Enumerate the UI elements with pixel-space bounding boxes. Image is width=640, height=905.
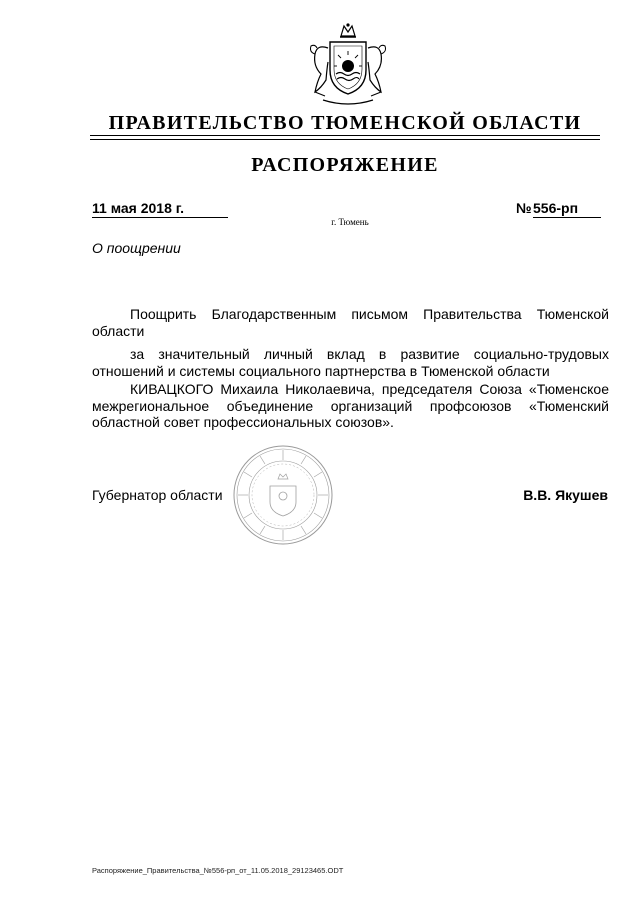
official-seal-stamp: [232, 444, 334, 546]
document-number: 556-рп: [533, 200, 601, 218]
header-rule-thin: [90, 139, 600, 140]
document-date: 11 мая 2018 г.: [92, 200, 228, 218]
government-title: ПРАВИТЕЛЬСТВО ТЮМЕНСКОЙ ОБЛАСТИ: [108, 112, 582, 134]
document-subject: О поощрении: [92, 240, 181, 256]
header-rule: [90, 135, 600, 136]
body-paragraph: КИВАЦКОГО Михаила Николаевича, председателя Союза «Тюменское межрегиональное объединение организаций профсоюзов «Тюменский областной совет профессиональных союзов».: [92, 381, 609, 430]
footer-filename: Распоряжение_Правительства_№556-рп_от_11.05.2018_29123465.ODT: [92, 866, 344, 875]
coat-of-arms-emblem-icon: [293, 22, 403, 114]
body-paragraph: Поощрить Благодарственным письмом Правительства Тюменской области: [92, 306, 609, 339]
number-sign: №: [516, 200, 532, 216]
document-city: г. Тюмень: [331, 217, 369, 227]
signature-role: Губернатор области: [92, 487, 223, 503]
signature-name: В.В. Якушев: [523, 487, 608, 503]
body-paragraph: за значительный личный вклад в развитие социально-трудовых отношений и системы социального партнерства в Тюменской области: [92, 346, 609, 379]
document-type-title: РАСПОРЯЖЕНИЕ: [251, 154, 439, 176]
